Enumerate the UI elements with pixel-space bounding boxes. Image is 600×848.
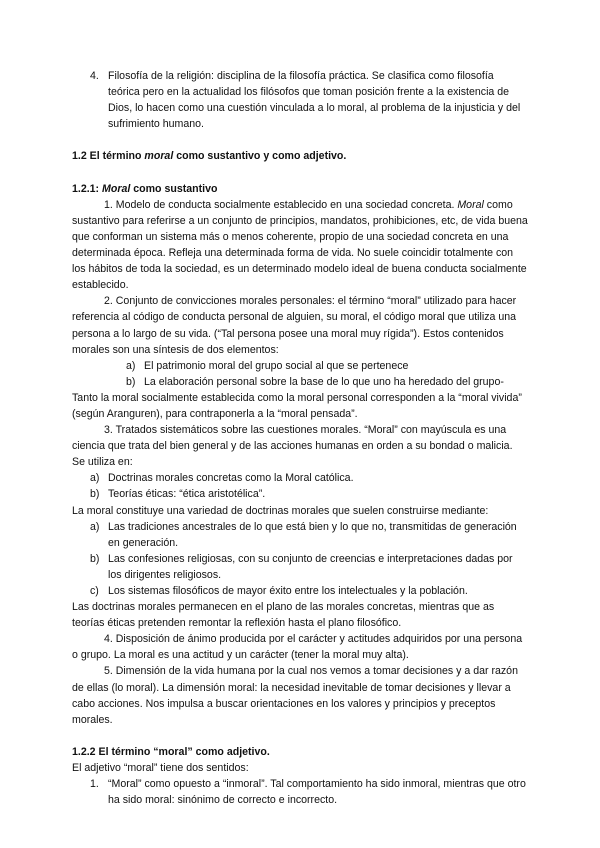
list-item: a) Doctrinas morales concretas como la Moral católica.	[90, 472, 354, 485]
paragraph-3-mid: La moral constituye una variedad de doctrinas morales que suelen construirse mediante:	[72, 504, 489, 517]
adjective-intro: El adjetivo “moral” tiene dos sentidos:	[72, 762, 249, 775]
list-marker: 4.	[90, 70, 99, 82]
section-heading-1-2-2: 1.2.2 El término “moral” como adjetivo.	[72, 745, 270, 758]
section-heading-1-2-1: 1.2.1: Moral como sustantivo	[72, 182, 218, 195]
paragraph-1: 1. Modelo de conducta socialmente establecido en una sociedad concreta. Moral como sustantivo para referirse a un conjunto de principios, mandatos, prohibiciones, etc, de vida buena que conforman un sistema más o menos coherente, propio de una sociedad concreta en una determinada época. Refleja una determinada forma de vida. No suele coincidir totalmente con los hábitos de toda la sociedad, es un determinado modelo ideal de buena conducta socialmente establecido.	[72, 198, 528, 292]
list-item: b) Teorías éticas: “ética aristotélica”.	[90, 488, 266, 501]
list-item: a) El patrimonio moral del grupo social al que se pertenece	[126, 359, 409, 372]
list-item: a) Las tradiciones ancestrales de lo que está bien y lo que no, transmitidas de generación en generación.	[90, 520, 517, 549]
section-heading-1-2: 1.2 El término moral como sustantivo y como adjetivo.	[72, 150, 347, 163]
paragraph-2: 2. Conjunto de convicciones morales personales: el término “moral” utilizado para hacer referencia al código de conducta personal de alguien, su moral, el código moral que utiliza una persona a lo largo de su vida. (“Tal persona posee una moral muy rígida”). Estos contenidos morales son una síntesis de dos elementos:	[72, 295, 517, 356]
document-page	[72, 68, 528, 808]
list-item: c) Los sistemas filosóficos de mayor éxito entre los intelectuales y la población.	[90, 585, 468, 597]
list-item-filosofia-religion	[72, 68, 528, 132]
paragraph-2-after: Tanto la moral socialmente establecida como la moral personal corresponden a la “moral vivida” (según Aranguren), para contraponerla a la “moral pensada”.	[72, 391, 522, 420]
list-item: b) Las confesiones religiosas, con su conjunto de creencias e interpretaciones dadas por los dirigentes religiosos.	[90, 552, 513, 581]
list-item: b) La elaboración personal sobre la base de lo que uno ha heredado del grupo-	[126, 375, 504, 388]
paragraph-4: 4. Disposición de ánimo producida por el carácter y actitudes adquiridos por una persona o grupo. La moral es una actitud y un carácter (tener la moral muy alta).	[72, 633, 523, 662]
list-item: 1. “Moral” como opuesto a “inmoral”. Tal comportamiento ha sido inmoral, mientras que otro ha sido moral: sinónimo de correcto e incorrecto.	[90, 778, 526, 807]
paragraph-3: 3. Tratados sistemáticos sobre las cuestiones morales. “Moral” con mayúscula es una ciencia que trata del bien general y de las acciones humanas en orden a su bondad o malicia. Se utiliza en:	[72, 424, 513, 469]
paragraph-5: 5. Dimensión de la vida humana por la cual nos vemos a tomar decisiones y a dar razón de ellas (lo moral). La dimensión moral: la necesidad inevitable de tomar decisiones y llevar a cabo acciones. Nos impulsa a buscar orientaciones en los valores y principios y preceptos morales.	[72, 665, 518, 726]
list-item-text: Filosofía de la religión: disciplina de la filosofía práctica. Se clasifica como filosofía teórica pero en la actualidad los filósofos que toman posición frente a la existencia de Dios, lo hacen como una cuestión vinculada a lo moral, al problema de la injusticia y del sufrimiento humano.	[108, 70, 521, 131]
paragraph-3-after: Las doctrinas morales permanecen en el plano de las morales concretas, mientras que as teorías éticas pretenden remontar la reflexión hasta el plano filosófico.	[72, 601, 495, 630]
